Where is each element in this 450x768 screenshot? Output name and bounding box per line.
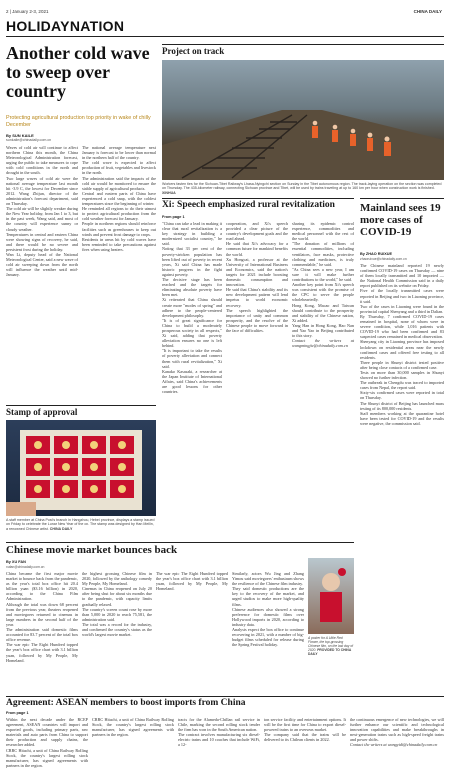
box-email: xufan@chinadaily.com.cn [6, 565, 45, 569]
cold-wave-deck: Protecting agricultural production top priority in wake of chilly December [6, 115, 151, 128]
project-kicker: Project on track [162, 46, 225, 56]
cases-email: zhaoruixue@chinadaily.com.cn [360, 257, 407, 261]
asean-contact: Contact the writers at wangyidi@chinadaily.com.cn [350, 742, 438, 748]
xi-headline-text: Xi: Speech emphasized rural revitalization [162, 200, 335, 210]
paragraph: Tests on more than 30,000 samples in Shunyi showed no further infection. [360, 369, 444, 381]
paragraph: He said that Xi's advocacy for a common future for mankind benefits the world. [226, 241, 288, 257]
paragraph: Noting that 33 per cent of the poverty-stricken population has been lifted out of poverty in recent years, Xi said China has made historic progress in the fight against poverty. [162, 246, 222, 277]
cold-wave-column-1 [6, 145, 78, 391]
stamp-photo [6, 420, 156, 516]
paragraph: Although the total was down 68 percent from the previous year, theaters reopened and moviegoers returned to cinemas in large numbers in the second half of the year. [6, 601, 78, 627]
paragraph: Staff members working at the quarantine hotel have been tested for COVID-19 and the results were negative, the commission said. [360, 410, 444, 426]
asean-column-5 [350, 717, 444, 748]
railway-photo [162, 60, 444, 180]
paragraph: People in northern regions should reinforce facilities such as greenhouses to keep out winds and prevent frost damage to crops. [82, 221, 156, 237]
stamp-caption [6, 518, 156, 531]
box-headline: Chinese movie market bounces back [6, 544, 178, 556]
paragraph: The war epic The Eight Hundred topped the year's box office chart with 3.1 billion yuan, followed by My People, My Homeland. [156, 571, 228, 592]
xi-column-3 [292, 221, 354, 349]
xi-from: From page 1 [162, 215, 185, 219]
paragraph: The cold wave is expected to affect production of fruit, vegetables and livestock in the north. [82, 160, 156, 176]
paragraph: Shenyang city in Liaoning province has imposed lockdown on residential areas near the newly confirmed cases and offered free testing to all residents. [360, 339, 444, 360]
paragraph: Three people in Shunyi district tested positive after being close contacts of a confirmed case. [360, 359, 444, 370]
movie-caption-text: A poster for A Little Red Flower, the top-grossing Chinese film, on the last day of 2020. [308, 636, 354, 652]
paragraph: "The donation of millions of essential commodities, including ventilators, face masks, protective clothing and medicines, is truly commendable," he said. [292, 241, 354, 267]
paragraph: CRRC Hitachi, a unit of China Railway Rolling Stock, the country's largest rolling stock manufacturer, has signed agreements with partners in the region. [6, 747, 88, 768]
asean-column-3 [178, 717, 260, 748]
movie-credit: PROVIDED TO CHINA DAILY [308, 648, 352, 656]
project-rule [162, 44, 444, 45]
paragraph: The Chinese mainland reported 19 newly confirmed COVID-19 cases on Thursday — nine of them locally transmitted and 10 imported — the National Health Commission said in a daily report published on its website on Friday. [360, 263, 444, 289]
paragraph: He said that China's stability and its new development pattern will lend impetus to world economic recovery. [226, 287, 288, 308]
paragraph: Kanako Kasasaki, a researcher at the Japan Institute of International Affairs, said China's achievements are good lessons for other countries. [162, 368, 222, 395]
stamp-rule [6, 405, 156, 406]
box-byline: By XU FAN [6, 560, 26, 564]
movie-poster [308, 558, 354, 634]
stamp-credit: CHINA DAILY [49, 526, 73, 531]
paragraph: "As China sees a new year, I am sure it will make further contributions to the world," he said. [292, 266, 354, 283]
asean-column-4 [264, 717, 346, 745]
cold-wave-email: sunkaile@chinadaily.com.cn [6, 138, 52, 142]
paragraph: the continuous emergence of new technologies, we will further enhance our scientific and technological innovation capabilities and make breakthroughs in next-generation trains such as high-speed freight trains and power shifts. [350, 717, 444, 743]
xi-rule [162, 198, 354, 199]
movie-poster-illustration [308, 558, 354, 634]
xi-headline [162, 200, 354, 211]
paragraph: Central and eastern parts of China have experienced a cold snap, with the coldest temperatures since the beginning of winter. [82, 190, 156, 207]
paragraph: tracts for the Alameda-Chillan rail service in Chile, marking the second rolling stock tender the firm has won in the South American nation. [178, 717, 260, 733]
project-caption-text: Workers fasten ties for the Sichuan-Tibet Railway's Lhasa-Nyingchi section on Sunday in the Tibet autonomous region. The track-laying operation on the section was completed on Thursday. The 435-kilometer railway, connecting Sichuan province and Tibet, will be used by trains traveling at up to 160 km per hour when construction work is finished. [162, 182, 442, 191]
asean-column-2 [92, 717, 174, 745]
paragraph: The national average temperature next January is forecast to be lower than normal in the northern half of the country. [82, 145, 156, 161]
cold-wave-byline: By SUN KAILE [6, 133, 34, 138]
paragraph: Xu Hongcai, a professor at the University of International Business and Economics, said the nation's targets for 2021 include boosting domestic consumption and innovation. [226, 256, 288, 288]
paragraph: Cinemas in China reopened on July 20 after being shut for about six months due to the pandemic, with capacity limits gradually relaxed. [82, 586, 152, 607]
paragraph: Similarly, actors Wu Jing and Zhang Yimou said moviegoers' enthusiasm shows the resilience of the Chinese film industry. [232, 571, 304, 587]
asean-from: From page 1 [6, 711, 29, 715]
cases-column [360, 263, 444, 645]
cases-byline: By ZHAO RUIXUE [360, 252, 393, 256]
paragraph: Wan Li, deputy head of the National Meteorological Center, said a new wave of cold air sweeping down from the north will influence the weather until mid-January. [6, 251, 78, 278]
paragraph: Yang Han in Hong Kong, Hao Nan and Yao Yao in Beijing contributed to this story. [292, 322, 354, 339]
stamp-caption-text: A staff member at China Post's branch in Hangzhou, Hebei province, displays a stamp issued on Friday to celebrate the Lunar New Year of the ox. The stamp was designed by Han Meilin, a renowned Chinese artist. [6, 518, 155, 531]
box-column-3 [156, 571, 228, 695]
paragraph: Within the next decade under the RCEP agreement, ASEAN countries will import and exported goods, including primary parts, raw materials and auto parts from China to support their production and supply chains, the researcher added. [6, 717, 88, 748]
paragraph: They said domestic productions are the key to the recovery of the market, and urged studios to make more high-quality films. [232, 586, 304, 607]
stamp-kicker: Stamp of approval [6, 407, 78, 417]
asean-column-1 [6, 717, 88, 768]
section-title: HOLIDAYNATION [6, 18, 125, 34]
xi-contact: Contact the writers at wangmingjie@chinadaily.com.cn [292, 338, 354, 349]
paragraph: "It is important to take the results of poverty alleviation and connect them with rural revitalization," Xi said. [162, 348, 222, 369]
paragraph: ton service facility and entertainment options. It will be the first time for China to export diesel-powered trains to an overseas market. [264, 717, 346, 733]
paragraph: Temperatures in central and eastern China were showing signs of recovery, he said, and there would be no severe and persistent frost during the holiday. [6, 231, 78, 252]
cold-wave-column-2 [82, 145, 156, 391]
paragraph: Xi reiterated that China should create more "modes of spring" and adhere to the people-centered development philosophy. [162, 297, 222, 318]
paragraph: The speech highlighted the importance of unity and common prosperity, and the resolve of the Chinese people to move forward in the face of difficulties. [226, 307, 288, 333]
paragraph: Analysts expect the box office to continue recovering in 2021, with a number of big-budget films scheduled for release during the Spring Festival holiday. [232, 627, 304, 648]
paragraph: The company said that the trains will be delivered to its Chilean clients in 2022. [264, 732, 346, 743]
paragraph: The contract involves manufacturing six diesel-electric trains and 10 coaches that include WiFi, a 12- [178, 732, 260, 748]
paragraph: "It is of great significance for China to build a moderately prosperous society in all respects," Xi said, adding that poverty alleviation ensures no one is left behind. [162, 317, 222, 349]
paragraph: The country's screen count rose by more than 5,000 in 2020 to reach 75,581, the administration said. [82, 606, 152, 622]
paragraph: Chinese audiences also showed a strong preference for domestic films over Hollywood imports in 2020, according to industry data. [232, 606, 304, 627]
paragraph: "China can take a lead in making it clear that rural revitalization is a key strategy in building a modernized socialist country," he said. [162, 221, 222, 247]
xi-column-1 [162, 221, 222, 395]
box-column-4 [232, 571, 304, 695]
xi-column-2 [226, 221, 288, 341]
paragraph: The total was a record for the industry, and confirmed the country's status as the world's largest movie market. [82, 621, 152, 638]
paragraph: Residents in areas hit by cold waves have been reminded to take precautions against fires when using heaters. [82, 236, 156, 252]
paragraph: Waves of cold air will continue to affect northern China this month, the China Meteorological Administration forecast, urging the public to take measures to cope with cold conditions in the north and drought in the south. [6, 145, 78, 176]
paragraph: The Shunyi district of Beijing has launched mass testing of its 800,000 residents. [360, 400, 444, 411]
stamp-sheet-illustration [6, 420, 156, 516]
box-rule [6, 542, 354, 543]
paragraph: Two large waves of cold air were the national average temperature last month hit -3.9 C, the lowest for December since 2012. Wang Zhijun, director of the administration's forecast department, said on Thursday. [6, 175, 78, 207]
movie-caption [308, 636, 354, 656]
paragraph: The war epic The Eight Hundred topped the year's box office chart with 3.1 billion yuan, followed by My People, My Homeland. [6, 642, 78, 663]
paragraph: The administration said domestic films accounted for 83.7 percent of the total box office revenue. [6, 627, 78, 643]
paper-name: CHINA DAILY [413, 9, 442, 14]
paragraph: CRRC Hitachi, a unit of China Railway Rolling Stock, the country's largest rolling stock manufacturer, has signed agreements with partners in the region. [92, 717, 174, 738]
project-caption [162, 182, 444, 195]
box-column-1 [6, 571, 78, 695]
paragraph: Sixty-six confirmed cases were reported in total on Thursday. [360, 390, 444, 401]
paragraph: Two of the cases in Liaoning were found in the provincial capital Shenyang and a third in Dalian. [360, 303, 444, 314]
paragraph: Hong Kong, Macao and Taiwan should contribute to the prosperity and stability of the Chinese nation, Xi added. [292, 302, 354, 323]
paragraph: He reminded all regions to do their utmost to protect agricultural production from the cold weather forecast for January. [82, 206, 156, 222]
paragraph: The cold air will be slightly weaker during the New Year holiday, from Jan 1 to 3, but in the past week, Wang said, and most of the country will experience sunny or cloudy weather. [6, 206, 78, 232]
page-date: 2 | January 2-3, 2021 [6, 9, 49, 14]
cases-rule [360, 198, 444, 199]
paragraph: Another key point from Xi's speech was consistent with the promise of the CPC to serve the people wholeheartedly. [292, 282, 354, 303]
asean-headline: Agreement: ASEAN members to boost imports from China [6, 698, 246, 708]
paragraph: cooperation, and Xi's speech provided a clear picture of the country's development goals and the road ahead. [226, 221, 288, 242]
railway-track-illustration [162, 60, 444, 180]
box-column-2 [82, 571, 152, 695]
masthead-rule [6, 36, 444, 37]
paragraph: the highest grossing Chinese film in 2020, followed by the anthology comedy My People, My Homeland. [82, 571, 152, 587]
paragraph: China became the first major movie market to bounce back from the pandemic, as the year's total box office hit 20.4 billion yuan ($3.16 billion) in 2020, according to the China Film Administration. [6, 571, 78, 602]
paragraph: The outbreak in Chengdu was traced to imported cases from Nepal, the report said. [360, 380, 444, 391]
paragraph: By Thursday, 7 confirmed COVID-19 cases remained in hospital, none of whom were in severe condition, while 1,016 patients with COVID-19 who had been confirmed and 83 suspected cases remained in medical observation. [360, 313, 444, 340]
project-credit: XINHUA [162, 190, 176, 195]
cold-wave-headline: Another cold wave to sweep over country [6, 43, 150, 101]
paragraph: The administration said the impacts of the cold air would be monitored to ensure the stable supply of agricultural products. [82, 175, 156, 191]
paragraph: sharing its epidemic control experience, commodities and medical personnel with the rest of the world. [292, 221, 354, 242]
paragraph: The decisive stage has been reached and the targets for eliminating absolute poverty have been met. [162, 277, 222, 298]
paragraph: Five of the locally transmitted cases were reported in Beijing and two in Liaoning province, it said. [360, 288, 444, 304]
asean-rule [6, 696, 444, 697]
cases-headline: Mainland sees 19 more cases of COVID-19 [360, 202, 441, 238]
